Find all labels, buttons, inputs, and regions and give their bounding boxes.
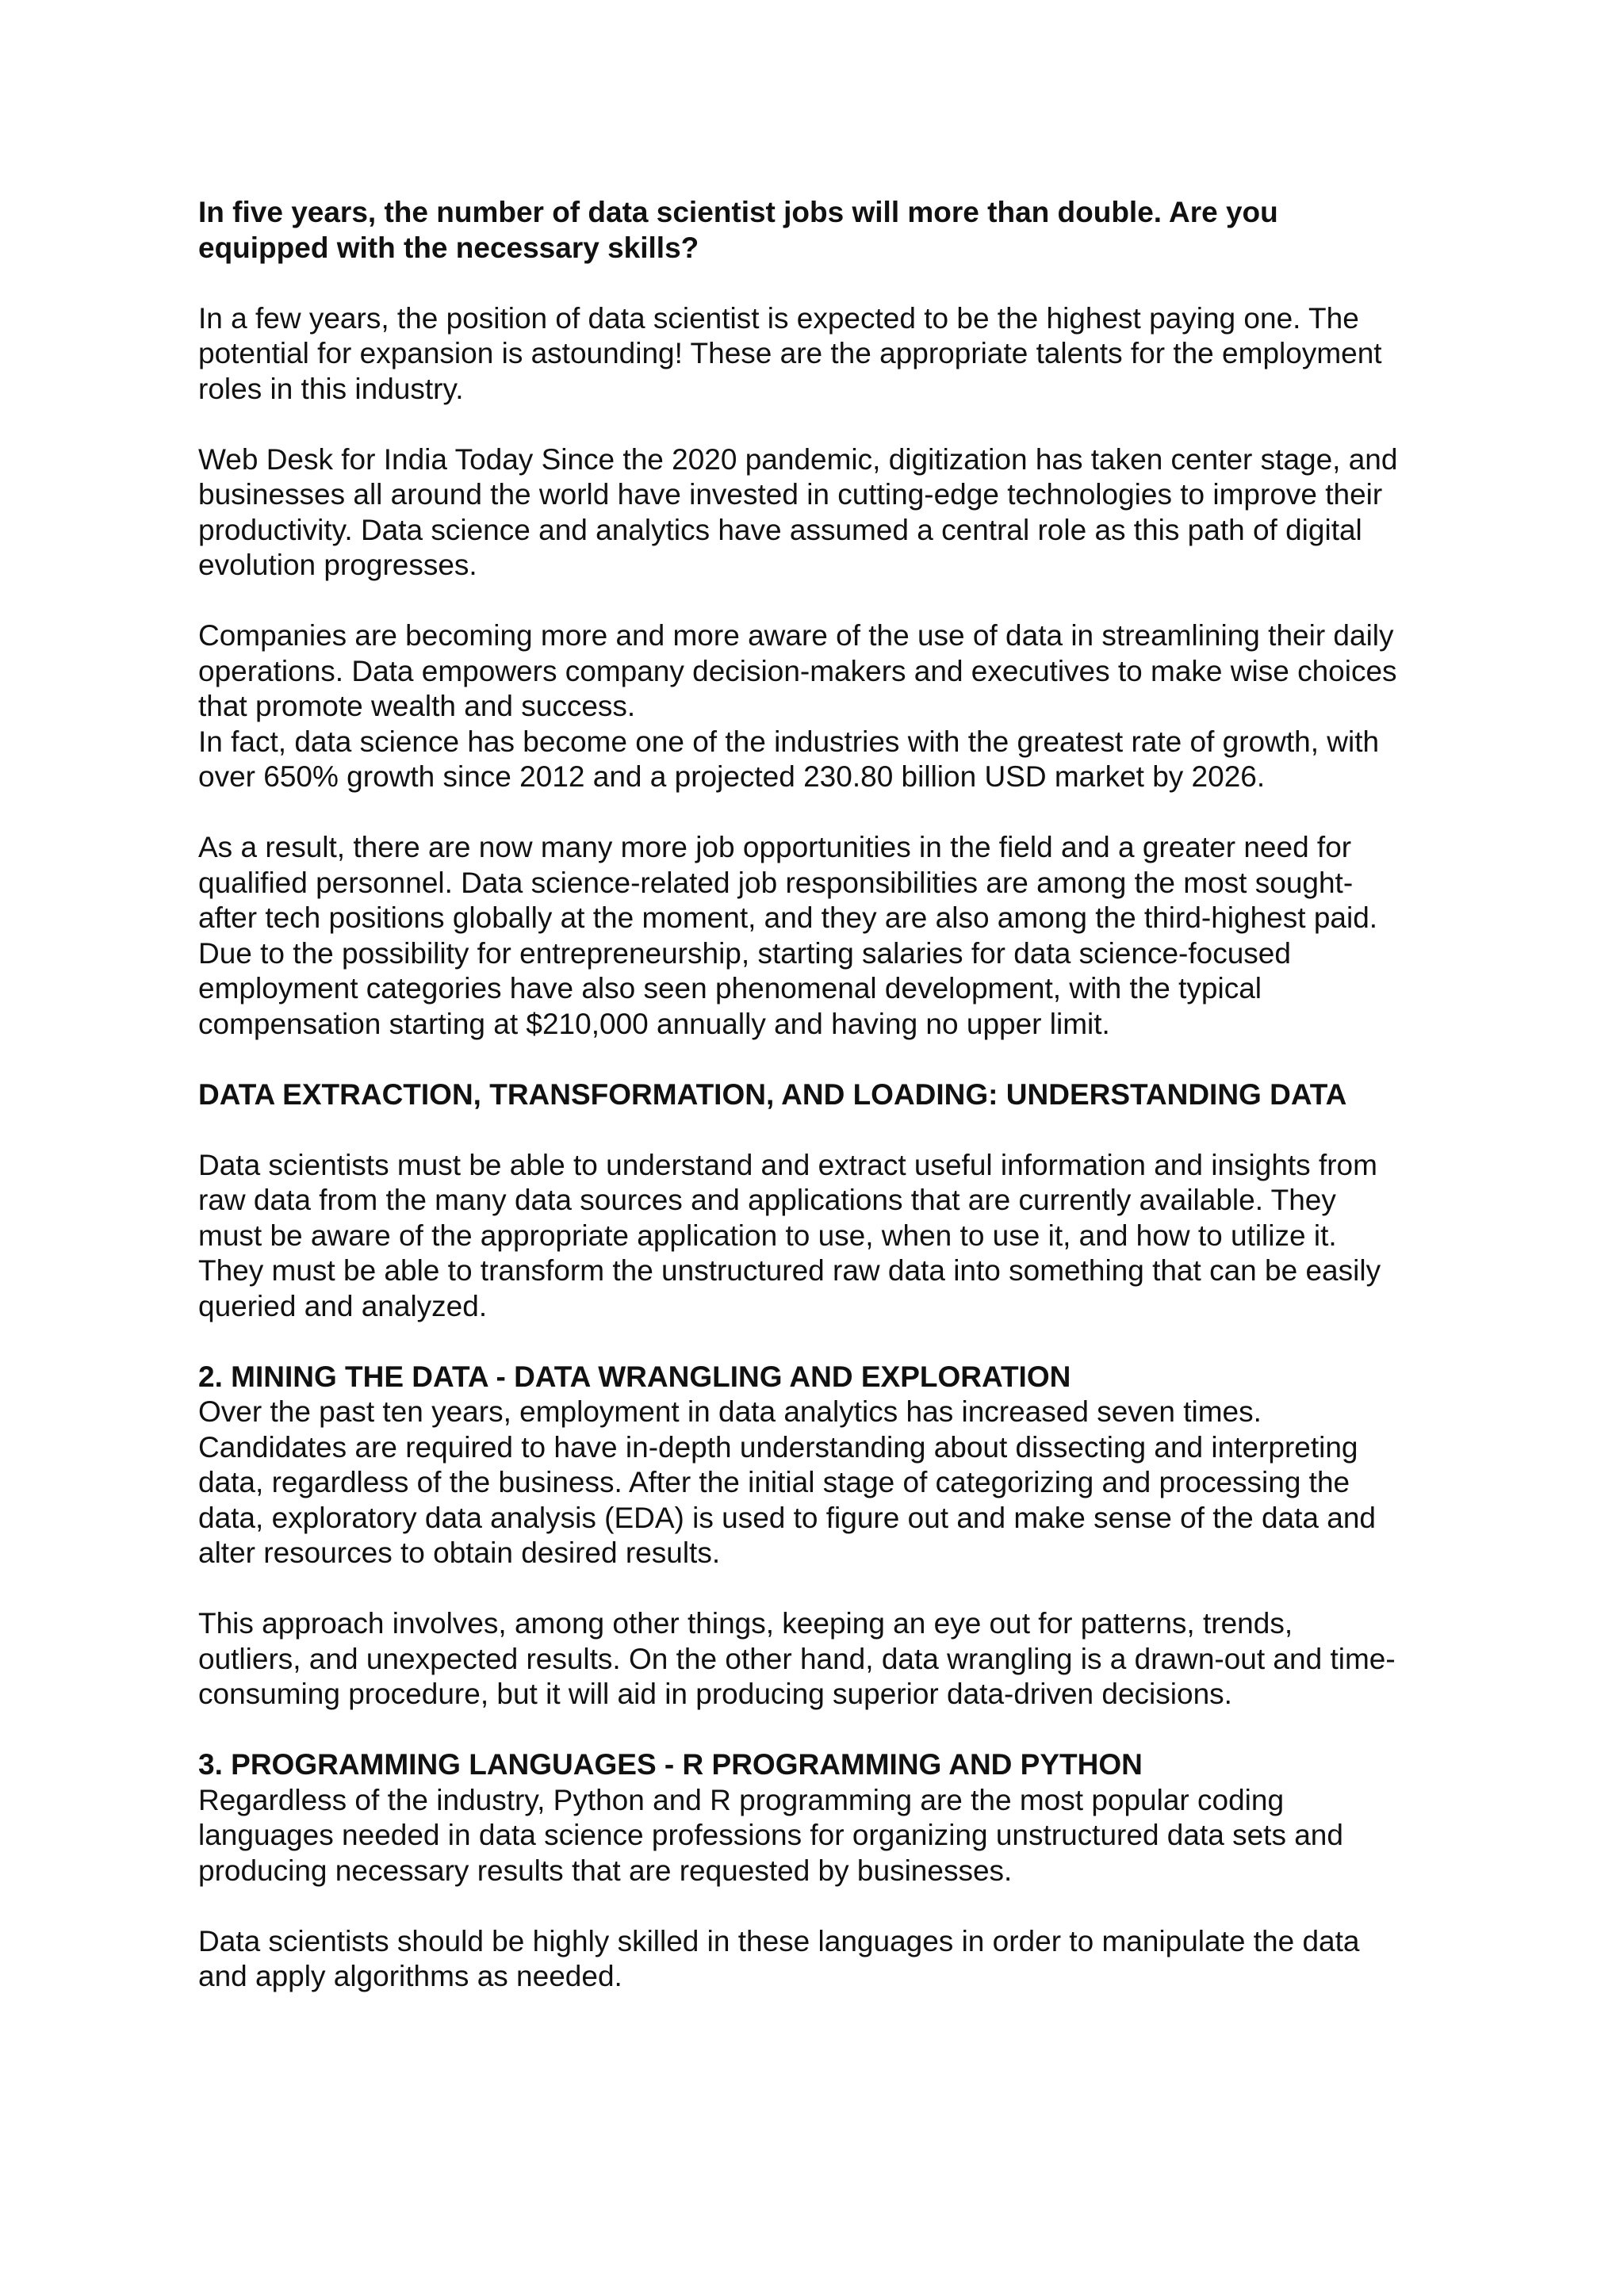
paragraph-gap [198, 1112, 1451, 1148]
text-line: languages needed in data science professions for organizing unstructured data sets and [198, 1819, 1343, 1851]
text-line: compensation starting at $210,000 annually and having no upper limit. [198, 1007, 1110, 1040]
text-line: and apply algorithms as needed. [198, 1960, 622, 1992]
section-2-paragraph [198, 1395, 1451, 1571]
section-3-paragraph [198, 1783, 1451, 1889]
section-3-paragraph-2 [198, 1924, 1451, 1995]
text-line: must be aware of the appropriate application to use, when to use it, and how to utilize it. [198, 1219, 1337, 1252]
paragraph-gap [198, 584, 1451, 619]
text-line: Companies are becoming more and more aware of the use of data in streamlining their daily [198, 619, 1394, 652]
companies-paragraph [198, 618, 1451, 795]
section-2-paragraph-2 [198, 1606, 1451, 1712]
section-1-paragraph [198, 1148, 1451, 1325]
text-line: Due to the possibility for entrepreneurship, starting salaries for data science-focused [198, 936, 1291, 970]
paragraph-gap [198, 1888, 1451, 1924]
text-line: outliers, and unexpected results. On the other hand, data wrangling is a drawn-out and time- [198, 1642, 1396, 1675]
text-line: As a result, there are now many more job opportunities in the field and a greater need for [198, 831, 1352, 863]
text-line: In five years, the number of data scientist jobs will more than double. Are you [198, 196, 1278, 228]
text-line: productivity. Data science and analytics have assumed a central role as this path of digital [198, 513, 1362, 546]
paragraph-gap [198, 1571, 1451, 1607]
text-line: data, exploratory data analysis (EDA) is used to figure out and make sense of the data and [198, 1501, 1376, 1534]
text-line: evolution progresses. [198, 549, 477, 581]
paragraph-gap [198, 1042, 1451, 1077]
text-line: Data scientists should be highly skilled in these languages in order to manipulate the data [198, 1924, 1360, 1957]
text-line: This approach involves, among other things, keeping an eye out for patterns, trends, [198, 1607, 1293, 1640]
text-line: equipped with the necessary skills? [198, 231, 699, 264]
text-line: Candidates are required to have in-depth understanding about dissecting and interpreting [198, 1430, 1358, 1464]
text-line: after tech positions globally at the moment, and they are also among the third-highest paid. [198, 901, 1378, 934]
section-2-title [198, 1360, 1451, 1395]
text-line: businesses all around the world have invested in cutting-edge technologies to improve their [198, 478, 1383, 511]
text-line: operations. Data empowers company decision-makers and executives to make wise choices [198, 654, 1397, 687]
section-3-title [198, 1747, 1451, 1783]
paragraph-gap [198, 407, 1451, 442]
text-line: over 650% growth since 2012 and a projected 230.80 billion USD market by 2026. [198, 760, 1266, 793]
text-line: producing necessary results that are requested by businesses. [198, 1854, 1013, 1887]
web-desk-paragraph [198, 442, 1451, 584]
section-1-title [198, 1077, 1451, 1113]
text-line: roles in this industry. [198, 372, 464, 405]
text-line: alter resources to obtain desired results. [198, 1536, 721, 1569]
document-body [198, 195, 1451, 1995]
intro-paragraph [198, 301, 1451, 408]
paragraph-gap [198, 1712, 1451, 1748]
text-line: qualified personnel. Data science-related job responsibilities are among the most sought- [198, 866, 1354, 899]
text-line: 2. MINING THE DATA - DATA WRANGLING AND EXPLORATION [198, 1360, 1071, 1393]
text-line: raw data from the many data sources and applications that are currently available. They [198, 1184, 1336, 1216]
text-line: that promote wealth and success. [198, 690, 636, 722]
text-line: Data scientists must be able to understand and extract useful information and insights from [198, 1148, 1377, 1181]
text-line: 3. PROGRAMMING LANGUAGES - R PROGRAMMING AND PYTHON [198, 1748, 1143, 1781]
text-line: They must be able to transform the unstructured raw data into something that can be easily [198, 1254, 1381, 1287]
text-line: potential for expansion is astounding! These are the appropriate talents for the employment [198, 337, 1382, 369]
document-heading [198, 195, 1451, 266]
text-line: queried and analyzed. [198, 1289, 488, 1322]
paragraph-gap [198, 795, 1451, 831]
text-line: In a few years, the position of data scientist is expected to be the highest paying one. The [198, 301, 1359, 335]
paragraph-gap [198, 1324, 1451, 1360]
text-line: data, regardless of the business. After the initial stage of categorizing and processing the [198, 1466, 1350, 1498]
text-line: consuming procedure, but it will aid in producing superior data-driven decisions. [198, 1678, 1232, 1710]
text-line: Over the past ten years, employment in data analytics has increased seven times. [198, 1395, 1262, 1428]
text-line: DATA EXTRACTION, TRANSFORMATION, AND LOADING: UNDERSTANDING DATA [198, 1077, 1347, 1111]
text-line: In fact, data science has become one of the industries with the greatest rate of growth, with [198, 725, 1380, 758]
opportunities-paragraph [198, 830, 1451, 1042]
text-line: employment categories have also seen phenomenal development, with the typical [198, 972, 1262, 1004]
paragraph-gap [198, 266, 1451, 301]
text-line: Regardless of the industry, Python and R programming are the most popular coding [198, 1783, 1285, 1816]
text-line: Web Desk for India Today Since the 2020 pandemic, digitization has taken center stage, and [198, 442, 1398, 476]
